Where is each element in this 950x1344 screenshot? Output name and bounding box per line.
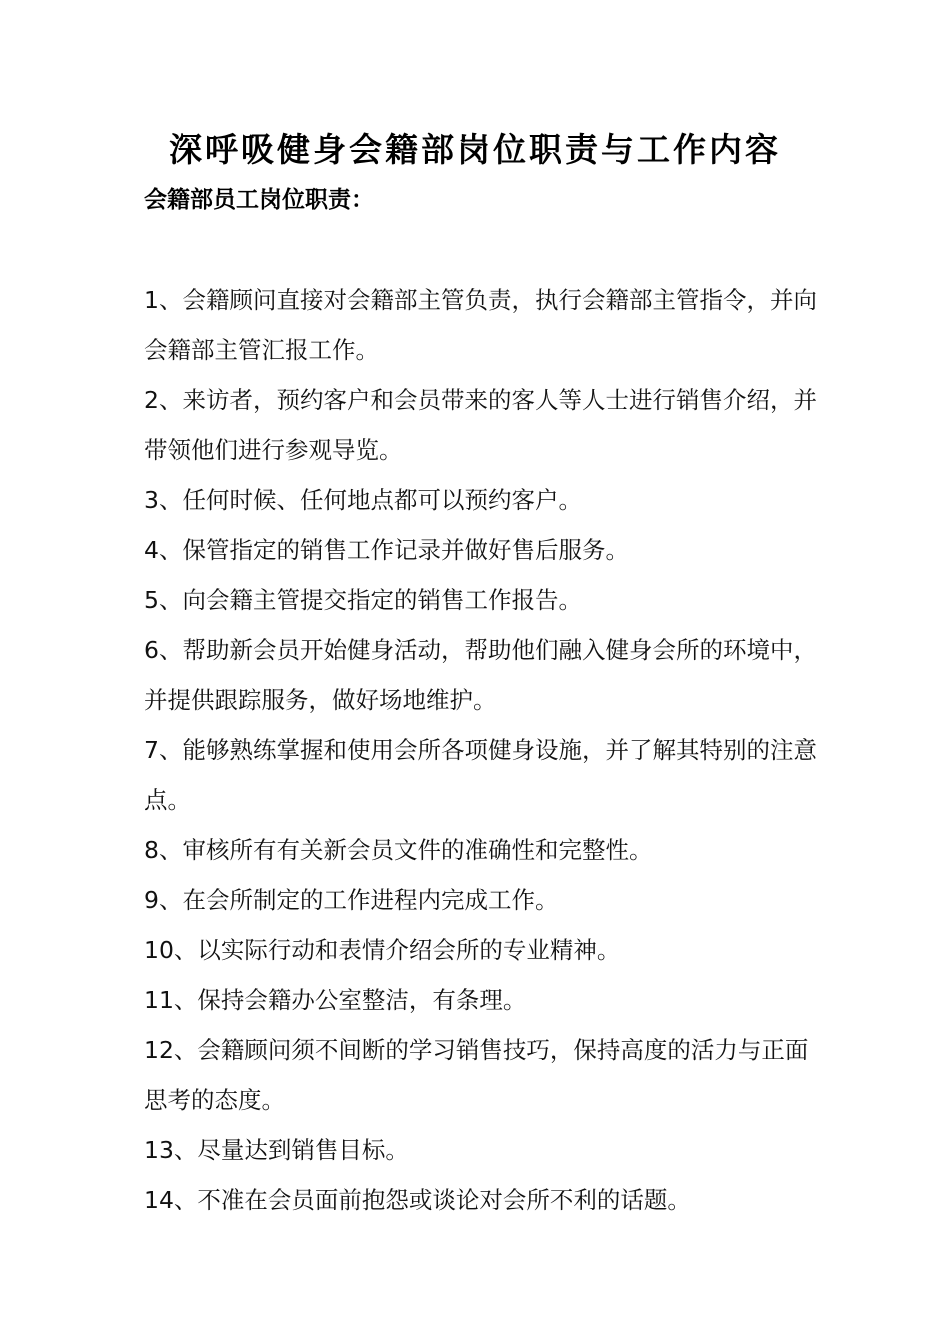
- duty-item-2: 2、来访者，预约客户和会员带来的客人等人士进行销售介绍，并带领他们进行参观导览。: [144, 386, 817, 464]
- duty-item-6: 6、帮助新会员开始健身活动，帮助他们融入健身会所的环境中，并提供跟踪服务，做好场地维护。: [144, 636, 817, 714]
- duty-item-5: 5、向会籍主管提交指定的销售工作报告。: [144, 586, 582, 614]
- duty-item-4: 4、保管指定的销售工作记录并做好售后服务。: [144, 536, 629, 564]
- section-heading: 会籍部员工岗位职责：: [144, 187, 374, 213]
- duty-item-13: 13、尽量达到销售目标。: [144, 1136, 409, 1164]
- duty-list: [144, 275, 824, 1225]
- duty-item-9: 9、在会所制定的工作进程内完成工作。: [144, 886, 559, 914]
- duty-item-14: 14、不准在会员面前抱怨或谈论对会所不利的话题。: [144, 1186, 691, 1214]
- duty-item-12: 12、会籍顾问须不间断的学习销售技巧，保持高度的活力与正面思考的态度。: [144, 1036, 809, 1114]
- duty-item-11: 11、保持会籍办公室整洁，有条理。: [144, 986, 527, 1014]
- duty-item-3: 3、任何时候、任何地点都可以预约客户。: [144, 486, 582, 514]
- document-title: 深呼吸健身会籍部岗位职责与工作内容: [169, 130, 781, 169]
- duty-item-7: 7、能够熟练掌握和使用会所各项健身设施，并了解其特别的注意点。: [144, 736, 817, 814]
- duty-item-8: 8、审核所有有关新会员文件的准确性和完整性。: [144, 836, 653, 864]
- duty-item-10: 10、以实际行动和表情介绍会所的专业精神。: [144, 936, 621, 964]
- duty-item-1: 1、会籍顾问直接对会籍部主管负责，执行会籍部主管指令，并向会籍部主管汇报工作。: [144, 286, 817, 364]
